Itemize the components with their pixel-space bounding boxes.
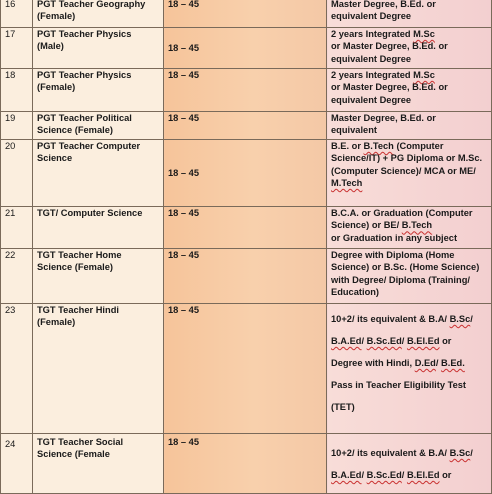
qualification-term: D.Ed — [414, 358, 436, 368]
post-name: TGT Teacher Home Science (Female) — [33, 249, 164, 304]
qualification-term: B.Tech — [401, 220, 433, 231]
sr-number: 21 — [1, 207, 33, 249]
qualification — [327, 28, 492, 69]
qualification — [327, 112, 492, 140]
age-limit: 18 – 45 — [164, 207, 327, 249]
qualification-line: 2 years Integrated M.Sc — [331, 70, 435, 80]
qualification-line: equivalent Degree — [331, 11, 412, 22]
qualification-line: Science) or B.Sc. (Home Science) — [331, 262, 480, 273]
qualification-term: B.El.Ed — [406, 470, 440, 480]
sr-number: 20 — [1, 140, 33, 207]
qualification-line: with Degree/ Diploma (Training/ — [331, 274, 470, 285]
qualification-term: B.Sc — [449, 314, 471, 324]
age-limit: 18 – 45 — [164, 249, 327, 304]
qualification-line: Education) — [331, 287, 380, 298]
age-limit: 18 – 45 — [164, 112, 327, 140]
sr-number: 17 — [1, 28, 33, 69]
table-row — [1, 69, 492, 112]
qualification — [327, 207, 492, 249]
qualification-line: or Master Degree, B.Ed. or — [331, 41, 448, 52]
sr-number: 24 — [1, 434, 33, 494]
age-limit: 18 – 45 — [164, 434, 327, 494]
qualification-line: B.C.A. or Graduation (Computer — [331, 208, 473, 218]
qualification-line: M.Tech — [331, 178, 363, 189]
qualification-term: B.Sc.Ed — [366, 470, 402, 480]
post-name: TGT Teacher Social Science (Female — [33, 434, 164, 494]
qualification-line: or Master Degree, B.Ed. or — [331, 82, 448, 93]
qualification-line: Master Degree, B.Ed. or — [331, 0, 436, 9]
qualification-line: equivalent Degree — [331, 53, 412, 64]
age-limit: 18 – 45 — [164, 140, 327, 207]
age-limit: 18 – 45 — [164, 69, 327, 112]
post-name: PGT Teacher Computer Science — [33, 140, 164, 207]
age-limit: 18 – 45 — [164, 304, 327, 434]
table-row — [1, 140, 492, 207]
post-name: PGT Teacher Physics (Female) — [33, 69, 164, 112]
table-row — [1, 304, 492, 434]
qualification-line: Degree with Hindi, D.Ed/ B.Ed. — [331, 358, 465, 368]
qualification — [327, 69, 492, 112]
qualification-term: M.Sc — [413, 29, 435, 39]
table-row — [1, 112, 492, 140]
sr-number: 16 — [1, 0, 33, 28]
qualification-term: M.Sc — [413, 70, 435, 80]
qualification-line: 10+2/ its equivalent & B.A/ B.Sc/ — [331, 314, 473, 324]
qualification-line: Degree with Diploma (Home — [331, 250, 455, 260]
qualification-line: B.A.Ed/ B.Sc.Ed/ B.El.Ed or — [331, 336, 452, 346]
qualification-line: 2 years Integrated M.Sc — [331, 29, 435, 39]
qualification-term: B.A.Ed — [331, 336, 362, 346]
qualification-line: Science) or BE/ B.Tech — [331, 220, 433, 231]
qualification — [327, 0, 492, 28]
qualification — [327, 140, 492, 207]
qualification-term: B.Tech — [363, 141, 394, 151]
post-name: PGT Teacher Political Science (Female) — [33, 112, 164, 140]
sr-number: 19 — [1, 112, 33, 140]
qualification — [327, 434, 492, 494]
qualification-line: Pass in Teacher Eligibility Test — [331, 380, 467, 390]
qualification-term: B.Ed. — [441, 358, 465, 368]
sr-number: 23 — [1, 304, 33, 434]
qualification — [327, 304, 492, 434]
table-row — [1, 249, 492, 304]
age-limit: 18 – 45 — [164, 28, 327, 69]
table-row — [1, 0, 492, 28]
qualification-line: equivalent Degree — [331, 94, 412, 105]
age-limit: 18 – 45 — [164, 0, 327, 28]
qualification-line: Master Degree, B.Ed. or — [331, 113, 436, 123]
sr-number: 18 — [1, 69, 33, 112]
post-name: PGT Teacher Physics (Male) — [33, 28, 164, 69]
qualification-line: 10+2/ its equivalent & B.A/ B.Sc/ — [331, 448, 473, 458]
post-name: PGT Teacher Geography (Female) — [33, 0, 164, 28]
qualification-line: equivalent — [331, 125, 377, 136]
sr-number: 22 — [1, 249, 33, 304]
qualification-line: B.E. or B.Tech (Computer — [331, 141, 444, 151]
table-row — [1, 434, 492, 494]
qualification-line: Science/IT) + PG Diploma or M.Sc. — [331, 153, 483, 164]
qualification — [327, 249, 492, 304]
qualification-term: B.Sc — [449, 448, 471, 458]
qualification-term: B.Sc.Ed — [366, 336, 402, 346]
qualification-line: (Computer Science)/ MCA or ME/ — [331, 165, 476, 176]
qualification-line: B.A.Ed/ B.Sc.Ed/ B.El.Ed or — [331, 470, 452, 480]
qualification-line: (TET) — [331, 402, 355, 412]
table-row — [1, 28, 492, 69]
qualification-term: B.El.Ed — [406, 336, 440, 346]
post-name: TGT Teacher Hindi (Female) — [33, 304, 164, 434]
qualification-line: or Graduation in any subject — [331, 232, 458, 243]
post-name: TGT/ Computer Science — [33, 207, 164, 249]
table-row — [1, 207, 492, 249]
qualification-term: B.A.Ed — [331, 470, 362, 480]
